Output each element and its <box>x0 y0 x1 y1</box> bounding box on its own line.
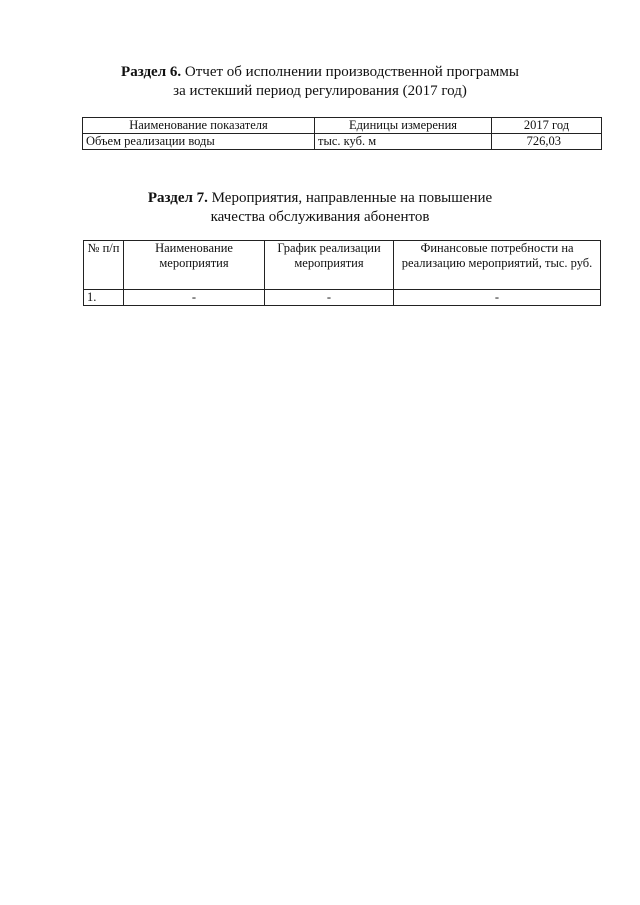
section-7-title-line-2: качества обслуживания абонентов <box>210 209 430 225</box>
header-number: № п/п <box>84 241 124 290</box>
cell-units: тыс. куб. м <box>315 134 492 150</box>
table-header-row <box>84 241 601 290</box>
section-6-heading <box>0 63 640 101</box>
cell-schedule: - <box>265 290 394 306</box>
section-6-title-line-2: за истекший период регулирования (2017 год) <box>173 83 467 99</box>
header-year: 2017 год <box>492 118 602 134</box>
cell-value: 726,03 <box>492 134 602 150</box>
cell-indicator: Объем реализации воды <box>83 134 315 150</box>
section-6-table <box>82 117 602 150</box>
section-7-label: Раздел 7. <box>147 190 208 206</box>
header-activity-name: Наименование мероприятия <box>124 241 265 290</box>
section-7-title: Мероприятия, направленные на повышение <box>211 190 493 206</box>
section-7-heading <box>0 189 640 227</box>
section-7-table <box>83 240 601 306</box>
table-header-row <box>83 118 602 134</box>
table-row <box>83 134 602 150</box>
cell-activity-name: - <box>124 290 265 306</box>
cell-financial-needs: - <box>394 290 601 306</box>
section-6-title-line-1 <box>0 63 640 82</box>
cell-number: 1. <box>84 290 124 306</box>
header-financial-needs: Финансовые потребности на реализацию мероприятий, тыс. руб. <box>394 241 601 290</box>
section-6-title: Отчет об исполнении производственной программы <box>184 64 519 80</box>
section-6-label: Раздел 6. <box>121 64 182 80</box>
header-schedule: График реализации мероприятия <box>265 241 394 290</box>
header-units: Единицы измерения <box>315 118 492 134</box>
header-indicator: Наименование показателя <box>83 118 315 134</box>
table-row <box>84 290 601 306</box>
section-7-title-line-1 <box>0 189 640 208</box>
